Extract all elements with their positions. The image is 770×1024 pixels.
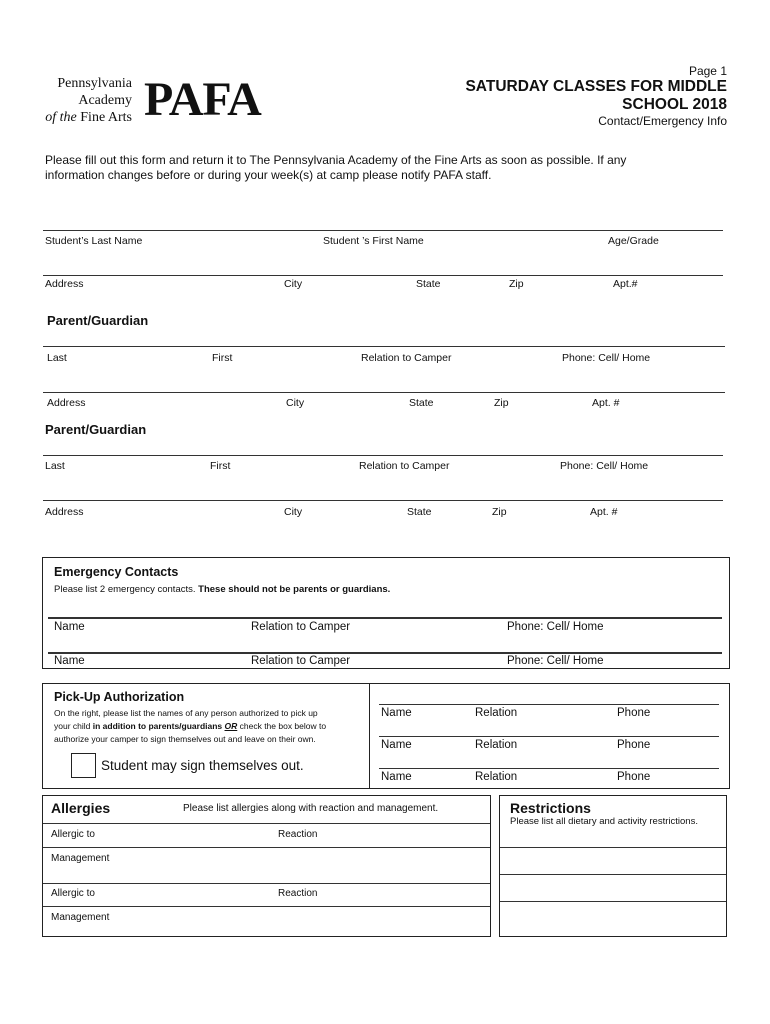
logo-line-pennsylvania: Pennsylvania: [57, 76, 132, 91]
pickup-desc-2a: your child: [54, 721, 93, 731]
guardian1-apt-label: Apt. #: [592, 397, 620, 409]
student-zip-label: Zip: [509, 278, 524, 290]
allergic-to-label-1[interactable]: Allergic to: [51, 829, 95, 840]
intro-line2: information changes before or during your week(s) at camp please notify PAFA staff.: [45, 168, 492, 182]
allergies-instructions: Please list allergies along with reaction and management.: [183, 803, 439, 814]
allergies-heading: Allergies: [51, 800, 111, 816]
student-city-label: City: [284, 278, 303, 290]
restrictions-instructions: Please list all dietary and activity restrictions.: [510, 816, 698, 827]
logo-fine-arts: Fine Arts: [80, 110, 132, 125]
emergency-row2-phone-label: Phone: Cell/ Home: [507, 655, 604, 667]
emergency-row2-name-label: Name: [54, 655, 85, 667]
self-signout-checkbox[interactable]: [71, 753, 96, 778]
form-title: [465, 78, 727, 114]
pickup-description: [54, 707, 326, 746]
pickup-row3-relation: Relation: [475, 771, 518, 783]
pickup-desc-line2: [54, 720, 326, 733]
pickup-desc-line1: On the right, please list the names of any person authorized to pick up: [54, 708, 318, 718]
guardian2-city-label: City: [284, 506, 303, 518]
guardian2-first-label: First: [210, 460, 231, 472]
emergency-row1-name-label: Name: [54, 621, 85, 633]
guardian1-heading: Parent/Guardian: [47, 313, 149, 328]
allergies-divider-2: [43, 847, 490, 848]
pickup-row1-relation: Relation: [475, 707, 518, 719]
guardian1-last-label: Last: [47, 352, 67, 364]
pickup-row2-name: Name: [381, 739, 412, 751]
pickup-row1-name: Name: [381, 707, 412, 719]
self-signout-label: Student may sign themselves out.: [101, 758, 304, 773]
allergic-to-label-2[interactable]: Allergic to: [51, 888, 95, 899]
emergency-heading: Emergency Contacts: [54, 565, 179, 579]
page-number: Page 1: [688, 64, 727, 78]
guardian1-state-label: State: [409, 397, 434, 409]
logo-wordmark: PAFA: [144, 73, 261, 126]
student-last-name-label: Student’s Last Name: [45, 235, 143, 247]
pafa-logo: [40, 73, 280, 126]
restrictions-divider-1[interactable]: [500, 847, 726, 848]
emergency-row2-relation-label: Relation to Camper: [251, 655, 351, 667]
guardian2-last-label: Last: [45, 460, 65, 472]
logo-of-the: of the: [45, 110, 77, 125]
guardian1-name-line[interactable]: [43, 346, 725, 347]
allergies-divider-4: [43, 906, 490, 907]
pickup-desc-2b: in addition to parents/guardians: [92, 721, 225, 731]
logo-line-academy: Academy: [78, 93, 132, 108]
pickup-desc-2c: OR: [224, 721, 238, 731]
pickup-row2-phone: Phone: [617, 739, 651, 751]
restrictions-heading: Restrictions: [510, 800, 591, 816]
student-first-name-label: Student ’s First Name: [323, 235, 424, 247]
restrictions-divider-3[interactable]: [500, 901, 726, 902]
student-age-grade-label: Age/Grade: [608, 235, 659, 247]
reaction-label-2[interactable]: Reaction: [278, 888, 318, 899]
student-address-label: Address: [45, 278, 84, 290]
pickup-row2-relation: Relation: [475, 739, 518, 751]
management-label-1[interactable]: Management: [51, 853, 110, 864]
guardian1-address-label: Address: [47, 397, 86, 409]
intro-line1: Please fill out this form and return it to The Pennsylvania Academy of the Fine Arts as soon as possible. If any: [45, 153, 627, 167]
pickup-row3-line[interactable]: [379, 768, 719, 769]
guardian1-first-label: First: [212, 352, 233, 364]
emergency-note: [54, 584, 390, 595]
guardian2-relation-label: Relation to Camper: [359, 460, 450, 472]
guardian2-name-line[interactable]: [43, 455, 723, 456]
emergency-row1-line[interactable]: [48, 617, 722, 619]
emergency-row1-relation-label: Relation to Camper: [251, 621, 351, 633]
pickup-desc-line3: authorize your camper to sign themselves out and leave on their own.: [54, 734, 316, 744]
form-title-line1: SATURDAY CLASSES FOR MIDDLE: [465, 78, 727, 95]
emergency-note-plain: Please list 2 emergency contacts.: [54, 584, 199, 595]
guardian1-zip-label: Zip: [494, 397, 509, 409]
pickup-desc-2d: check the box below to: [237, 721, 327, 731]
pickup-row1-line[interactable]: [379, 704, 719, 705]
pickup-row1-phone: Phone: [617, 707, 651, 719]
logo-line-fine-arts: [45, 110, 132, 126]
guardian1-relation-label: Relation to Camper: [361, 352, 452, 364]
guardian2-phone-label: Phone: Cell/ Home: [560, 460, 649, 472]
guardian2-heading: Parent/Guardian: [45, 422, 147, 437]
pickup-row3-name: Name: [381, 771, 412, 783]
guardian1-address-line[interactable]: [43, 392, 725, 393]
emergency-row1-phone-label: Phone: Cell/ Home: [507, 621, 604, 633]
guardian2-zip-label: Zip: [492, 506, 507, 518]
student-name-line[interactable]: [43, 230, 723, 231]
guardian2-state-label: State: [407, 506, 432, 518]
pickup-divider: [369, 683, 370, 789]
guardian1-phone-label: Phone: Cell/ Home: [562, 352, 651, 364]
student-address-line[interactable]: [43, 275, 723, 276]
student-state-label: State: [416, 278, 441, 290]
guardian2-address-label: Address: [45, 506, 84, 518]
pickup-heading: Pick-Up Authorization: [54, 690, 185, 704]
guardian2-apt-label: Apt. #: [590, 506, 618, 518]
allergies-divider-3: [43, 883, 490, 884]
pickup-row3-phone: Phone: [617, 771, 651, 783]
reaction-label-1[interactable]: Reaction: [278, 829, 318, 840]
management-label-2[interactable]: Management: [51, 912, 110, 923]
guardian2-address-line[interactable]: [43, 500, 723, 501]
student-apt-label: Apt.#: [613, 278, 638, 290]
intro-text: [45, 153, 626, 183]
allergies-divider-1: [43, 823, 490, 824]
pickup-row2-line[interactable]: [379, 736, 719, 737]
emergency-note-bold: These should not be parents or guardians.: [198, 584, 391, 595]
emergency-row2-line[interactable]: [48, 652, 722, 654]
restrictions-divider-2[interactable]: [500, 874, 726, 875]
form-title-line2: SCHOOL 2018: [622, 96, 727, 113]
form-subtitle: Contact/Emergency Info: [598, 114, 727, 128]
guardian1-city-label: City: [286, 397, 305, 409]
